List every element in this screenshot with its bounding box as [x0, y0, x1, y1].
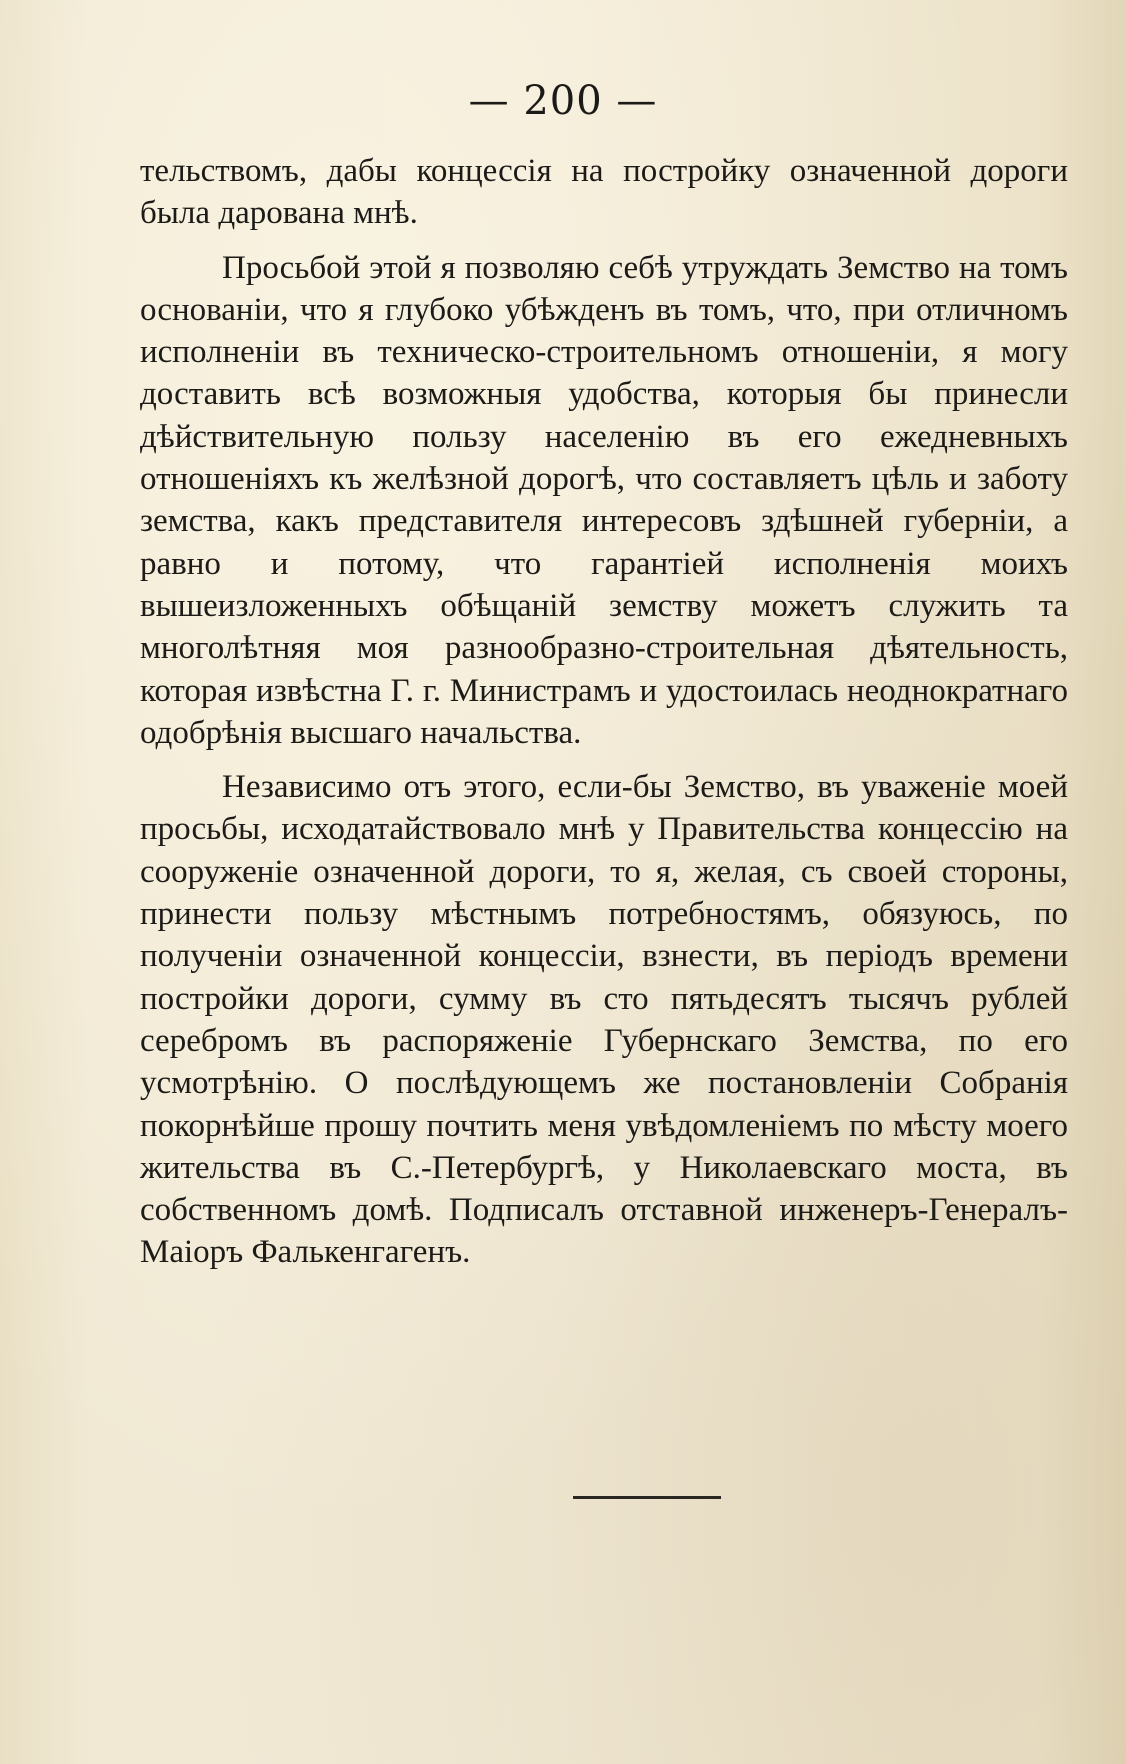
paragraph-continuation: тельствомъ, дабы концессія на постройку означенной дороги была дарована мнѣ. — [140, 153, 1068, 232]
body-text — [140, 150, 1068, 1286]
page-number: — 200 — — [468, 78, 658, 124]
paragraph-obligation: Независимо отъ этого, если-бы Земство, въ уваженіе моей просьбы, исходатайствовало мнѣ у Правительства концессію на сооруженіе означенной дороги, то я, желая, съ своей стороны, принести пользу мѣстнымъ потребностямъ, обязуюсь, по полученіи означенной концессіи, взнести, въ періодъ времени постройки дороги, сумму въ сто пятьдесятъ тысячъ рублей серебромъ въ распоряженіе Губернскаго Земства, по его усмотрѣнію. О послѣдующемъ же постановленіи Собранія покорнѣйше прошу почтить меня увѣдомленіемъ по мѣсту моего жительства въ С.-Петербургѣ, у Николаевскаго моста, въ собственномъ домѣ. Подписалъ отставной инженеръ-Генералъ-Маіоръ Фалькенгагенъ. — [140, 769, 1068, 1271]
section-divider — [573, 1496, 721, 1499]
paragraph-request: Просьбой этой я позволяю себѣ утруждать Земство на томъ основаніи, что я глубоко убѣжденъ въ томъ, что, при отличномъ исполненіи въ техническо-строительномъ отношеніи, я могу доставить всѣ возможныя удобства, которыя бы принесли дѣйствительную пользу населенію въ его ежедневныхъ отношеніяхъ къ желѣзной дорогѣ, что составляетъ цѣль и заботу земства, какъ представителя интересовъ здѣшней губерніи, а равно и потому, что гарантіей исполненія моихъ вышеизложенныхъ обѣщаній земству можетъ служить та многолѣтняя моя разнообразно-строительная дѣятельность, которая извѣстна Г. г. Министрамъ и удостоилась неоднократнаго одобрѣнія высшаго начальства. — [140, 249, 1068, 751]
